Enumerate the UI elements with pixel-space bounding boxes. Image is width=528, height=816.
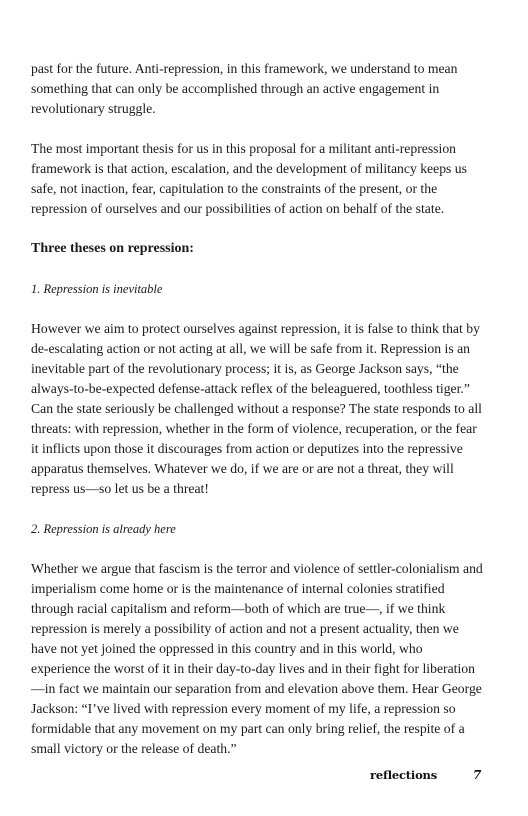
- page-footer: [0, 768, 528, 784]
- page-number: 7: [473, 768, 482, 782]
- running-footer-title: reflections: [370, 768, 437, 782]
- thesis-2-title: 2. Repression is already here: [31, 522, 176, 536]
- thesis-2-body: Whether we argue that fascism is the terror and violence of settler-colonialism and imperialism come home or is the maintenance of internal colonies stratified through racial capitalism and reform—both of which are true—, if we think repression is merely a possibility of action and not a present actuality, then we have not yet joined the oppressed in this country and in this world, who experience the worst of it in their day-to-day lives and in their fight for liberation—in fact we maintain our separation from and elevation above them. Hear George Jackson: “I’ve lived with repression every moment of my life, a repression so formidable that any movement on my part can only bring relief, the respite of a small victory or the release of death.”: [31, 561, 483, 756]
- section-heading: Three theses on repression:: [31, 241, 194, 256]
- page-body: [31, 59, 483, 779]
- thesis-1-title: 1. Repression is inevitable: [31, 282, 163, 296]
- paragraph-continuation: past for the future. Anti-repression, in this framework, we understand to mean something that can only be accomplished through an active engagement in revolutionary struggle.: [31, 61, 458, 116]
- paragraph-thesis-intro: The most important thesis for us in this proposal for a militant anti-repression framework is that action, escalation, and the development of militancy keeps us safe, not inaction, fear, capitulation to the constraints of the present, or the repression of ourselves and our possibilities of action on behalf of the state.: [31, 141, 467, 216]
- thesis-1-body: However we aim to protect ourselves against repression, it is false to think that by de-escalating action or not acting at all, we will be safe from it. Repression is an inevitable part of the revolutionary process; it is, as George Jackson says, “the always-to-be-expected defense-attack reflex of the beleaguered, toothless tiger.” Can the state seriously be challenged without a response? The state responds to all threats: with repression, whether in the form of violence, recuperation, or the fear it inflicts upon those it discourages from action or deputizes into the repressive apparatus themselves. Whatever we do, if we are or are not a threat, they will repress us—so let us be a threat!: [31, 321, 482, 496]
